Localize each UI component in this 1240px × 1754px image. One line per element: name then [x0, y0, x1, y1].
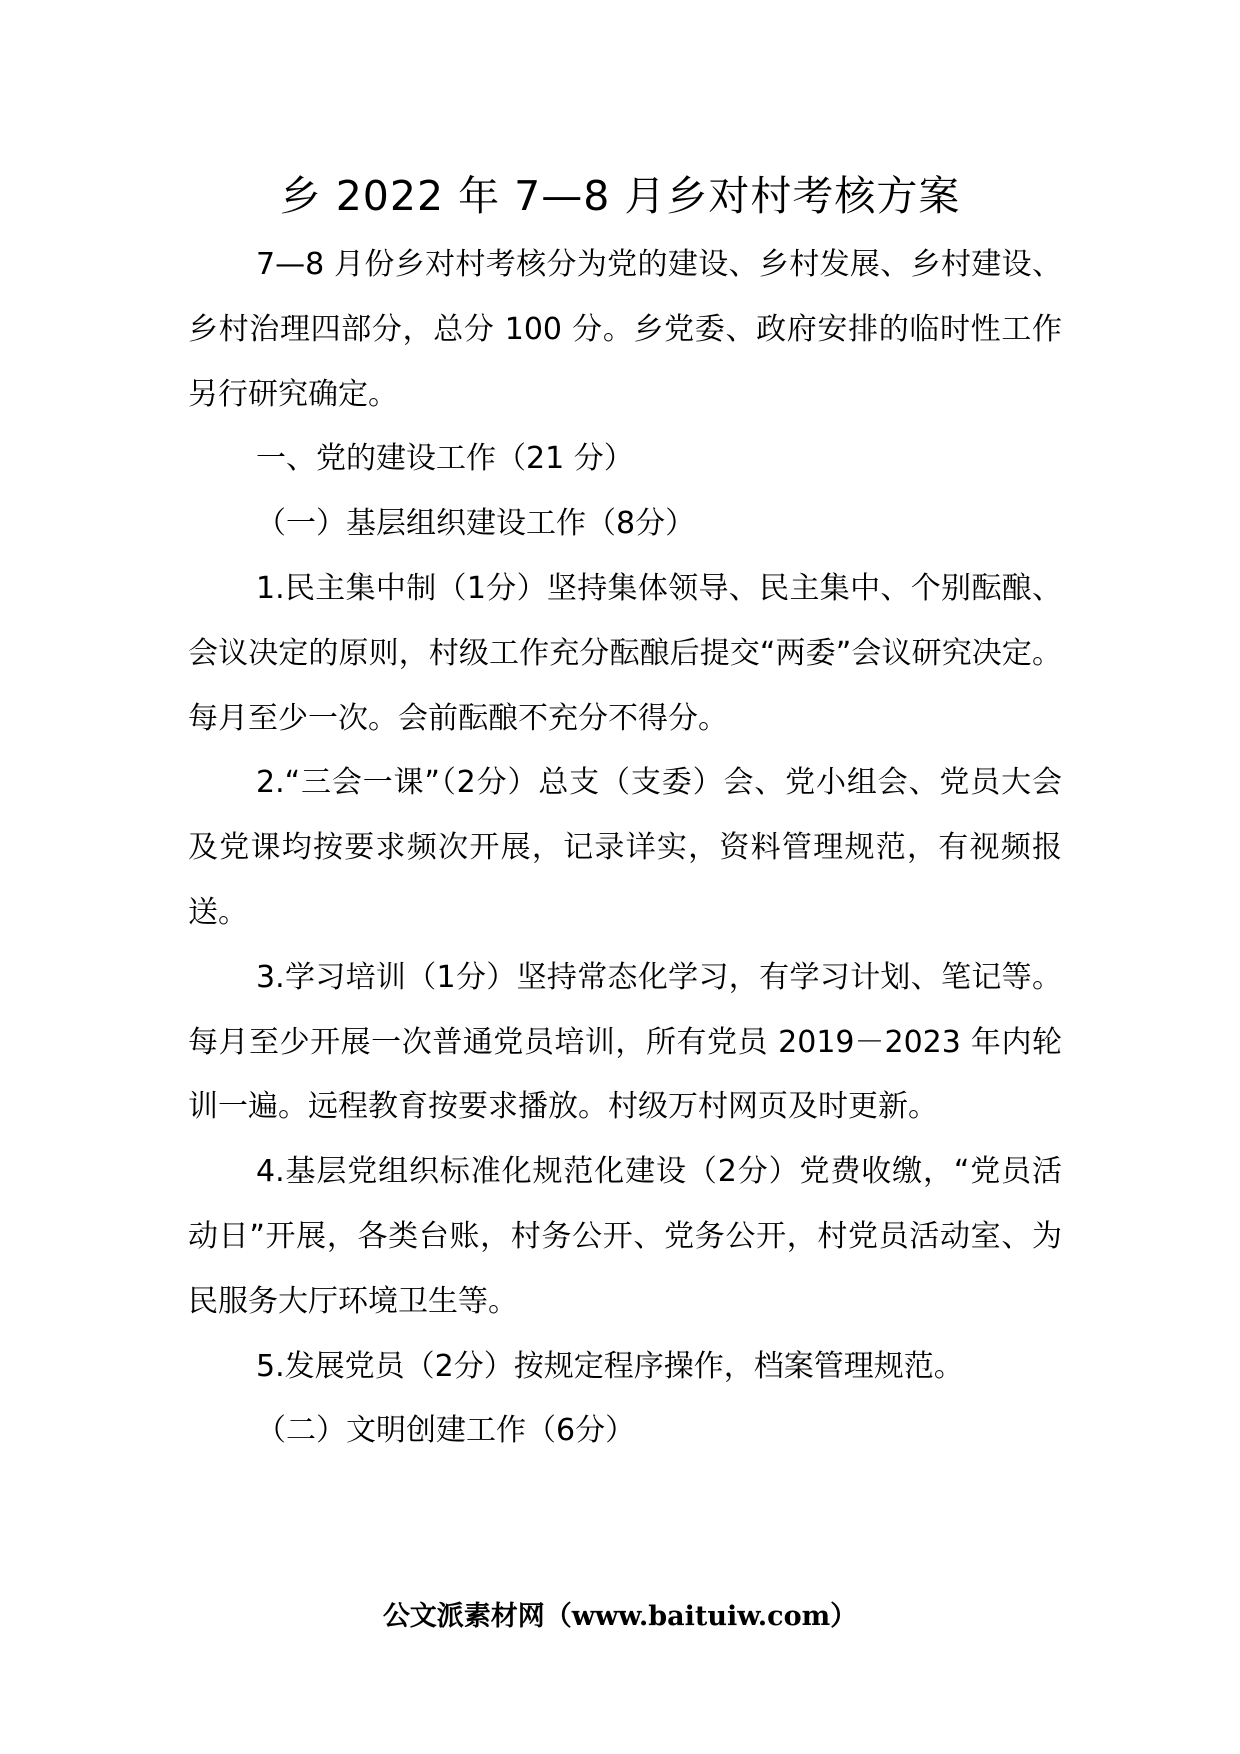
subheading-grassroots-organization: （一）基层组织建设工作（8分）: [256, 506, 696, 542]
item-democratic-centralism: 1.民主集中制（1分）坚持集体领导、民主集中、个别酝酿、会议决定的原则，村级工作充分酝酿后提交“两委”会议研究决定。每月至少一次。会前酝酿不充分不得分。: [188, 570, 1062, 736]
item-party-member-development: 5.发展党员（2分）按规定程序操作，档案管理规范。: [256, 1348, 964, 1384]
paragraph-intro: 7—8 月份乡对村考核分为党的建设、乡村发展、乡村建设、乡村治理四部分，总分 100 分。乡党委、政府安排的临时性工作另行研究确定。: [188, 247, 1062, 412]
item-three-meetings-one-lesson: 2.“三会一课”（2分）总支（支委）会、党小组会、党员大会及党课均按要求频次开展，记录详实，资料管理规范，有视频报送。: [188, 765, 1062, 930]
document-body: [188, 233, 1062, 1464]
item-standardization: 4.基层党组织标准化规范化建设（2分）党费收缴，“党员活动日”开展，各类台账，村务公开、党务公开，村党员活动室、为民服务大厅环境卫生等。: [188, 1154, 1062, 1319]
heading-party-building: 一、党的建设工作（21 分）: [256, 441, 634, 477]
footer-watermark: 公文派素材网（www.baituiw.com）: [382, 1601, 858, 1632]
subheading-civilization-creation: （二）文明创建工作（6分）: [256, 1413, 636, 1449]
document-title: 乡 2022 年 7—8 月乡对村考核方案: [279, 172, 961, 220]
item-study-training: 3.学习培训（1分）坚持常态化学习，有学习计划、笔记等。每月至少开展一次普通党员培训，所有党员 2019－2023 年内轮训一遍。远程教育按要求播放。村级万村网页及时更新。: [188, 959, 1062, 1125]
